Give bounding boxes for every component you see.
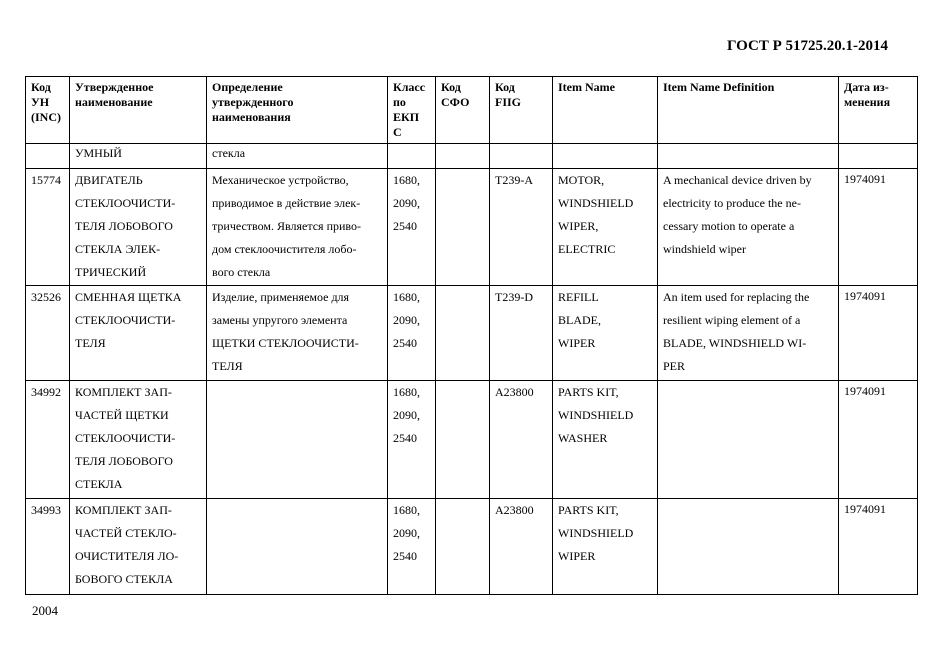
cell-class: 1680, 2090, 2540: [388, 381, 436, 499]
cell-sfo: [436, 169, 490, 286]
cell-change-date: 1974091: [839, 381, 918, 499]
cell-definition: Изделие, применяемое для замены упругого элемента ЩЕТКИ СТЕКЛООЧИСТИ- ТЕЛЯ: [207, 286, 388, 381]
cell-class: 1680, 2090, 2540: [388, 499, 436, 595]
cell-inc: 15774: [26, 169, 70, 286]
table-row: [26, 286, 918, 381]
cell-approved-name: УМНЫЙ: [70, 144, 207, 169]
cell-fiig: A23800: [490, 499, 553, 595]
cell-definition: Механическое устройство, приводимое в действие элек- тричеством. Является приво- дом стеклоочистителя лобо- вого стекла: [207, 169, 388, 286]
page-number: 2004: [32, 603, 58, 618]
cell-change-date: [839, 144, 918, 169]
cell-approved-name: КОМПЛЕКТ ЗАП- ЧАСТЕЙ ЩЕТКИ СТЕКЛООЧИСТИ- ТЕЛЯ ЛОБОВОГО СТЕКЛА: [70, 381, 207, 499]
cell-item-name-definition: [658, 381, 839, 499]
column-header-fiig: Код FIIG: [490, 77, 553, 144]
cell-class: 1680, 2090, 2540: [388, 169, 436, 286]
cell-fiig: T239-D: [490, 286, 553, 381]
cell-class: [388, 144, 436, 169]
cell-change-date: 1974091: [839, 286, 918, 381]
cell-sfo: [436, 144, 490, 169]
column-header-item-name: Item Name: [553, 77, 658, 144]
table-header-row: [26, 77, 918, 144]
table-row: [26, 169, 918, 286]
column-header-change-date: Дата из- менения: [839, 77, 918, 144]
cell-change-date: 1974091: [839, 169, 918, 286]
cell-definition: [207, 499, 388, 595]
cell-fiig: [490, 144, 553, 169]
table-row: [26, 499, 918, 595]
cell-definition: стекла: [207, 144, 388, 169]
cell-item-name-definition: An item used for replacing the resilient wiping element of a BLADE, WINDSHIELD WI- PER: [658, 286, 839, 381]
column-header-approved-name: Утвержденное наименование: [70, 77, 207, 144]
column-header-definition: Определение утвержденного наименования: [207, 77, 388, 144]
column-header-inc: Код УН (INC): [26, 77, 70, 144]
cell-item-name: MOTOR, WINDSHIELD WIPER, ELECTRIC: [553, 169, 658, 286]
cell-fiig: T239-A: [490, 169, 553, 286]
document-code: ГОСТ Р 51725.20.1-2014: [726, 38, 888, 54]
cell-inc: [26, 144, 70, 169]
cell-item-name: PARTS KIT, WINDSHIELD WIPER: [553, 499, 658, 595]
table-row: [26, 381, 918, 499]
cell-sfo: [436, 499, 490, 595]
cell-item-name: [553, 144, 658, 169]
cell-approved-name: СМЕННАЯ ЩЕТКА СТЕКЛООЧИСТИ- ТЕЛЯ: [70, 286, 207, 381]
cell-approved-name: ДВИГАТЕЛЬ СТЕКЛООЧИСТИ- ТЕЛЯ ЛОБОВОГО СТЕКЛА ЭЛЕК- ТРИЧЕСКИЙ: [70, 169, 207, 286]
cell-change-date: 1974091: [839, 499, 918, 595]
cell-item-name-definition: [658, 144, 839, 169]
item-name-table: [25, 76, 918, 595]
cell-inc: 34993: [26, 499, 70, 595]
column-header-class: Класс по ЕКП С: [388, 77, 436, 144]
cell-item-name: PARTS KIT, WINDSHIELD WASHER: [553, 381, 658, 499]
cell-item-name: REFILL BLADE, WIPER: [553, 286, 658, 381]
cell-item-name-definition: A mechanical device driven by electricity to produce the ne- cessary motion to operate a windshield wiper: [658, 169, 839, 286]
cell-item-name-definition: [658, 499, 839, 595]
cell-sfo: [436, 286, 490, 381]
cell-sfo: [436, 381, 490, 499]
table-row: [26, 144, 918, 169]
cell-approved-name: КОМПЛЕКТ ЗАП- ЧАСТЕЙ СТЕКЛО- ОЧИСТИТЕЛЯ ЛО- БОВОГО СТЕКЛА: [70, 499, 207, 595]
column-header-sfo: Код СФО: [436, 77, 490, 144]
cell-inc: 34992: [26, 381, 70, 499]
cell-definition: [207, 381, 388, 499]
cell-class: 1680, 2090, 2540: [388, 286, 436, 381]
column-header-item-name-definition: Item Name Definition: [658, 77, 839, 144]
cell-fiig: A23800: [490, 381, 553, 499]
cell-inc: 32526: [26, 286, 70, 381]
